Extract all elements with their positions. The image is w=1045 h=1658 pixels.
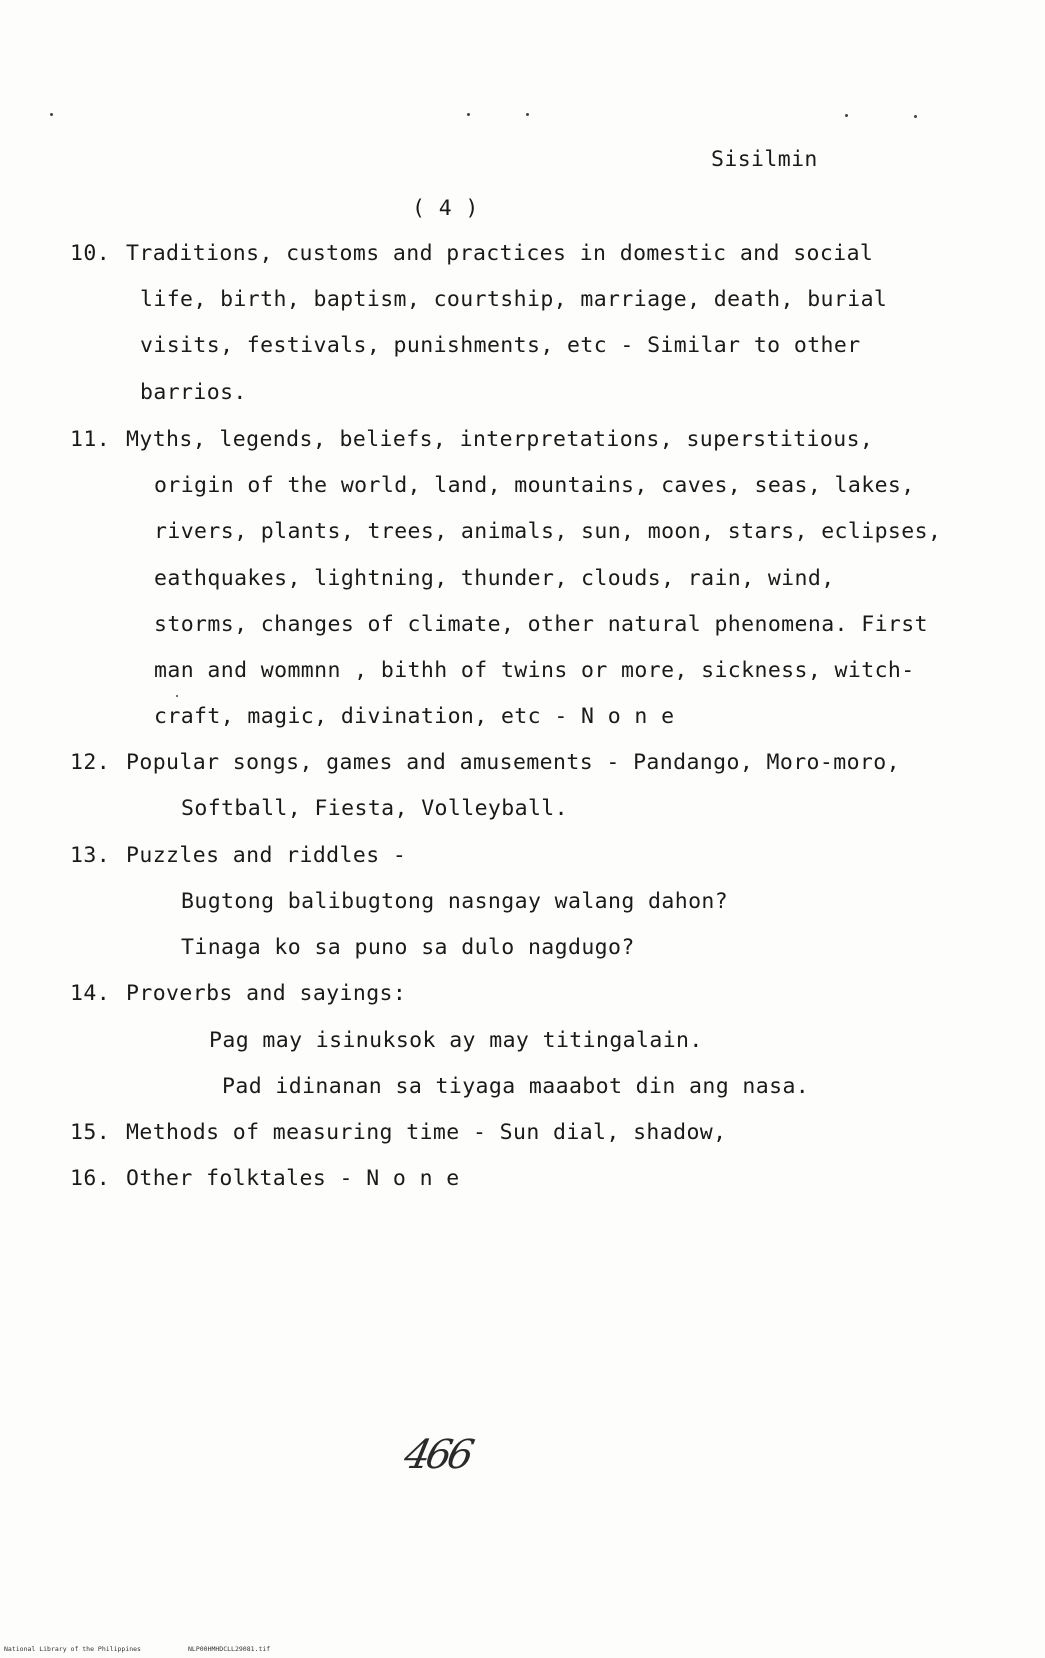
item-line: craft, magic, divination, etc - N o n e — [154, 704, 675, 729]
footer-file: NLP00HMHDCLL29081.tif — [188, 1645, 271, 1653]
scan-speck — [467, 113, 470, 116]
author-header: Sisilmin — [711, 147, 818, 172]
item-number: 10. — [70, 241, 111, 266]
item-number: 16. — [70, 1166, 111, 1191]
page-number: ( 4 ) — [412, 196, 479, 221]
item-line: Puzzles and riddles - — [126, 843, 407, 868]
item-line: origin of the world, land, mountains, caves, seas, lakes, — [154, 473, 915, 498]
scan-speck — [914, 115, 917, 118]
handwritten-page-number: 466 — [400, 1432, 475, 1478]
item-number: 11. — [70, 427, 111, 452]
item-line: Traditions, customs and practices in domestic and social — [126, 241, 874, 266]
item-line: Pad idinanan sa tiyaga maaabot din ang nasa. — [222, 1074, 810, 1099]
item-line: Softball, Fiesta, Volleyball. — [181, 796, 568, 821]
scan-speck — [526, 113, 529, 116]
item-line: Bugtong balibugtong nasngay walang dahon? — [181, 889, 729, 914]
item-number: 12. — [70, 750, 111, 775]
item-number: 13. — [70, 843, 111, 868]
item-line: life, birth, baptism, courtship, marriage, death, burial — [140, 287, 888, 312]
scan-speck — [176, 695, 178, 697]
scan-speck — [845, 114, 848, 117]
item-line: man and wommnn , bithh of twins or more, sickness, witch- — [154, 658, 915, 683]
item-line: barrios. — [140, 380, 247, 405]
item-number: 14. — [70, 981, 111, 1006]
item-line: storms, changes of climate, other natural phenomena. First — [154, 612, 928, 637]
item-line: Other folktales - N o n e — [126, 1166, 460, 1191]
item-line: Tinaga ko sa puno sa dulo nagdugo? — [181, 935, 635, 960]
item-line: rivers, plants, trees, animals, sun, moon, stars, eclipses, — [154, 519, 942, 544]
item-line: Myths, legends, beliefs, interpretations, superstitious, — [126, 427, 874, 452]
item-line: Pag may isinuksok ay may titingalain. — [209, 1028, 703, 1053]
item-line: visits, festivals, punishments, etc - Similar to other — [140, 333, 861, 358]
scan-speck — [50, 113, 53, 116]
item-line: eathquakes, lightning, thunder, clouds, rain, wind, — [154, 566, 835, 591]
item-line: Methods of measuring time - Sun dial, shadow, — [126, 1120, 727, 1145]
item-line: Popular songs, games and amusements - Pandango, Moro-moro, — [126, 750, 900, 775]
item-line: Proverbs and sayings: — [126, 981, 407, 1006]
footer-library: National Library of the Philippines — [4, 1645, 141, 1653]
item-number: 15. — [70, 1120, 111, 1145]
